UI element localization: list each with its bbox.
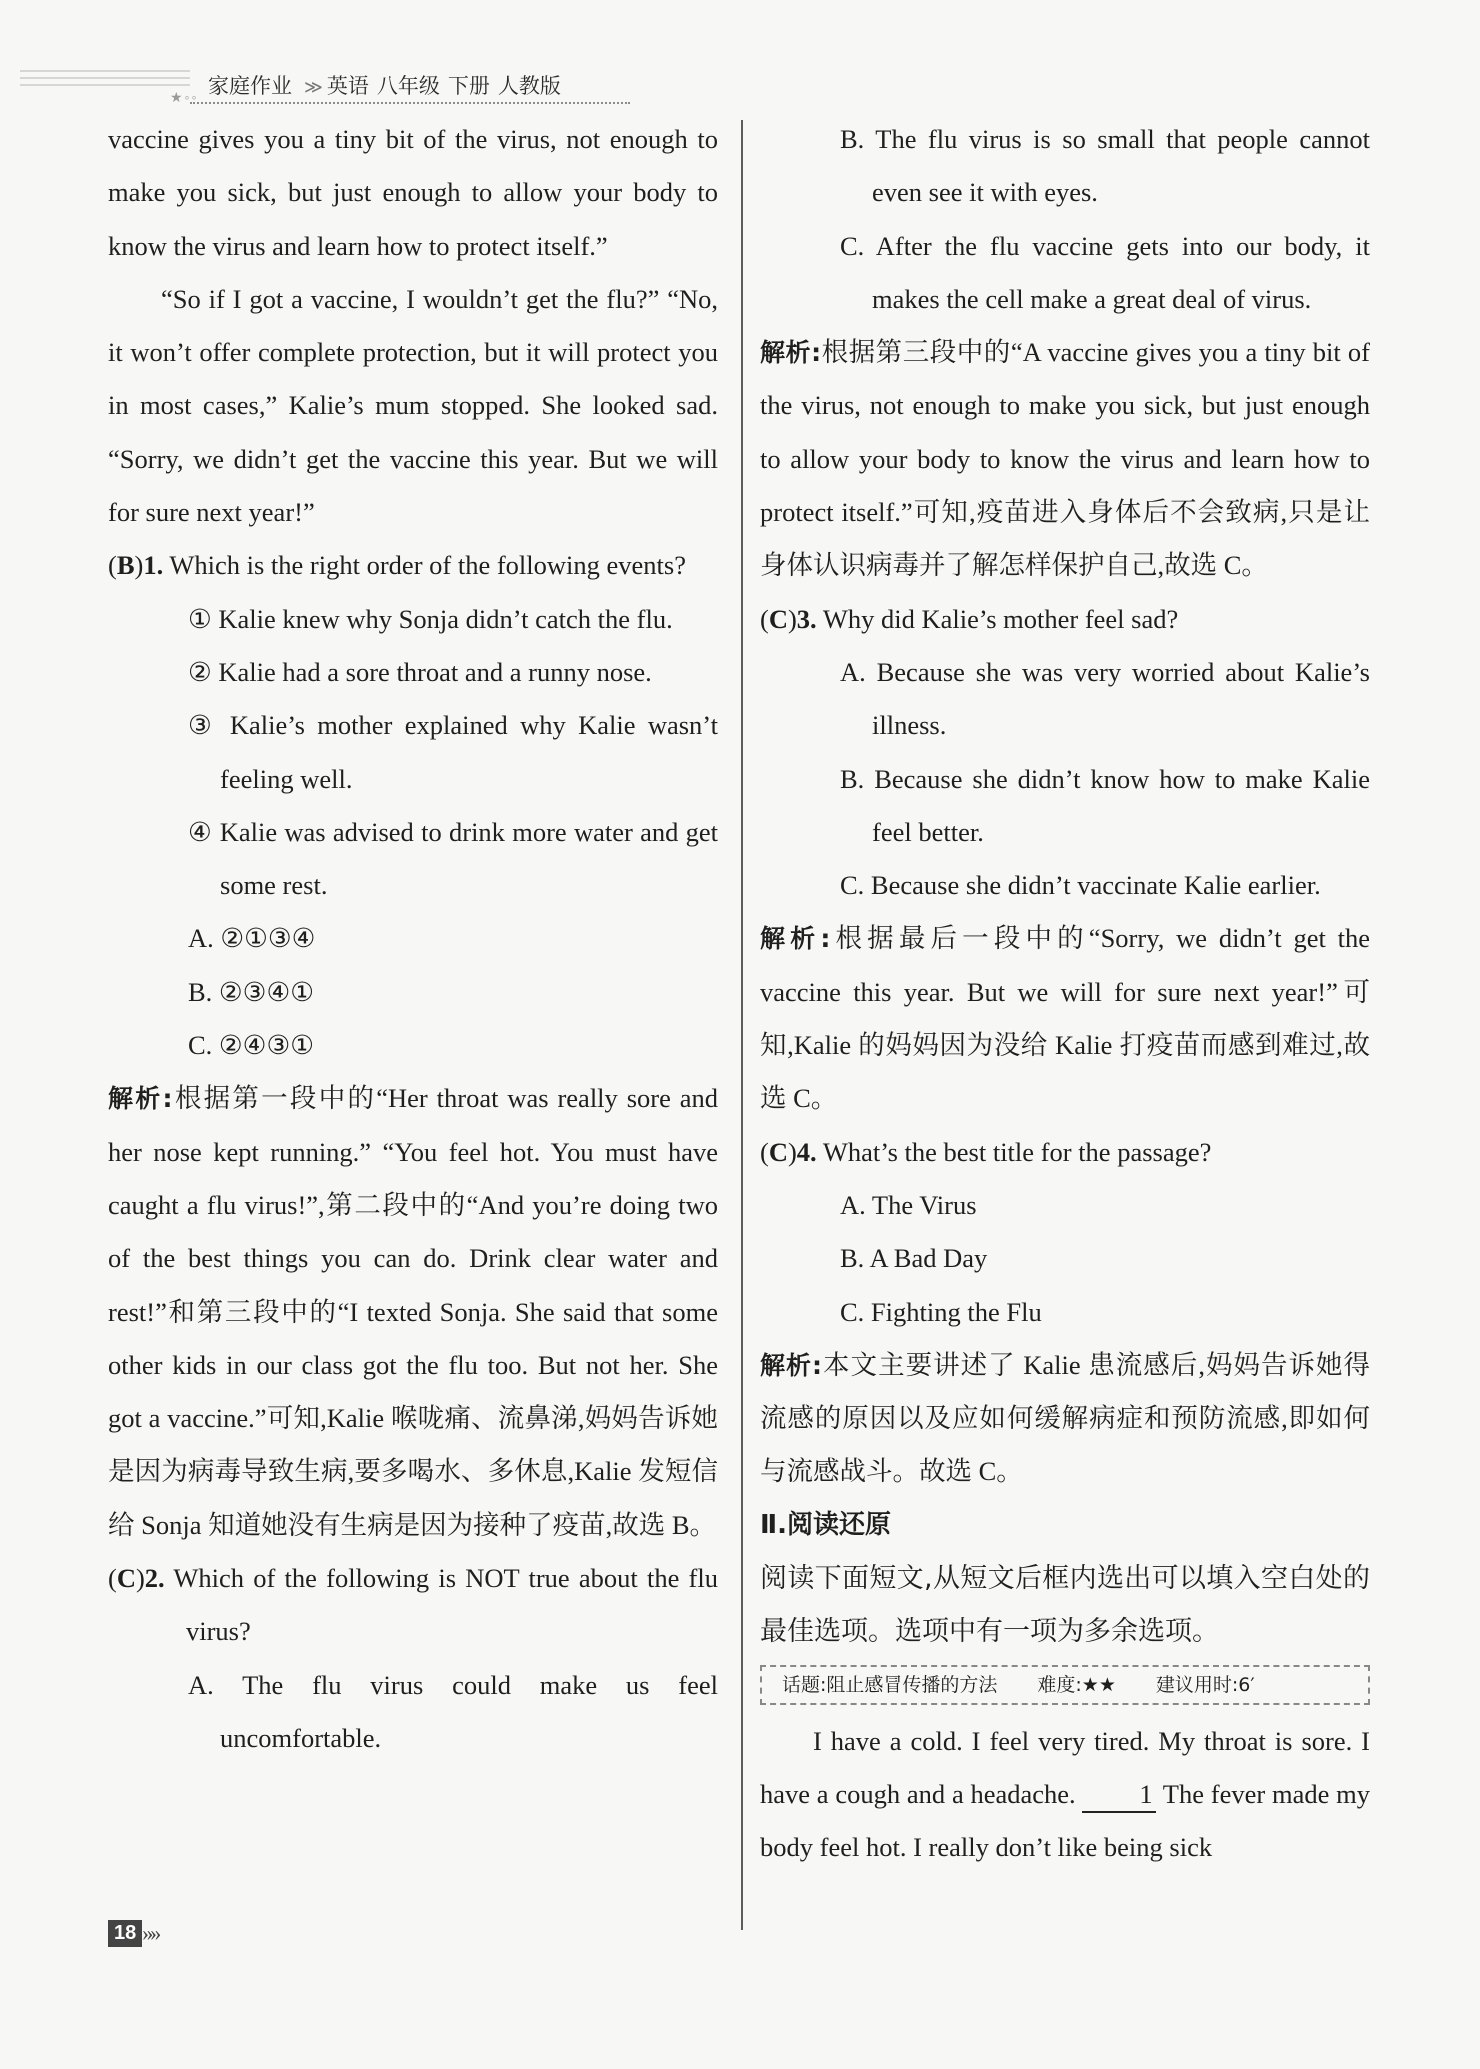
option-c: C. Fighting the Flu bbox=[840, 1296, 1042, 1327]
header-decoration bbox=[20, 70, 190, 91]
option-c: C. After the flu vaccine gets into our body, it makes the cell make a great deal of virus. bbox=[840, 230, 1370, 314]
header-subject: 英语 bbox=[326, 75, 369, 98]
header-volume: 下册 bbox=[447, 75, 490, 98]
answer-1: B bbox=[116, 550, 135, 581]
answer-3: C bbox=[768, 603, 788, 634]
double-chevron-icon: »» bbox=[142, 1920, 159, 1946]
left-column bbox=[108, 113, 718, 1765]
header-title bbox=[208, 70, 569, 100]
header-underline bbox=[190, 102, 630, 104]
question-text: What’s the best title for the passage? bbox=[822, 1136, 1212, 1167]
option-c: C. ②④③① bbox=[188, 1030, 314, 1061]
page-number: 18 bbox=[108, 1920, 142, 1947]
option-a: A. Because she was very worried about Kalie’s illness. bbox=[840, 656, 1370, 741]
question-number: 4. bbox=[796, 1136, 817, 1167]
passage-text: I have a cold. I feel very tired. My throat is sore. I have a cough and a headache. bbox=[760, 1725, 1370, 1809]
passage-paragraph: “So if I got a vaccine, I wouldn’t get the flu?” “No, it won’t offer complete protection, but it will protect you in most cases,” Kalie’s mum stopped. She looked sad. “Sorry, we didn’t get the vaccine this year. But we will for sure next year!” bbox=[108, 283, 718, 528]
question-text: Why did Kalie’s mother feel sad? bbox=[822, 603, 1179, 634]
option-b: B. Because she didn’t know how to make Kalie feel better. bbox=[840, 763, 1370, 847]
analysis-label: 解析: bbox=[760, 338, 822, 368]
question-1: (B)1. Which is the right order of the following events? bbox=[108, 550, 686, 581]
header-series: 家庭作业 bbox=[208, 75, 292, 98]
analysis-text: 根据第一段中的“Her throat was really sore and her nose kept running.” “You feel hot. You must have caught a flu virus!”,第二段中的“And you’re doing two of the best things you can do. Drink clear water and rest!”和第三段中的“I texted Sonja. She said that some other kids in our class got the flu too. But not her. She got a vaccine.”可知,Kalie 喉咙痛、流鼻涕,妈妈告诉她是因为病毒导致生病,要多喝水、多休息,Kalie 发短信给 Sonja 知道她没有生病是因为接种了疫苗,故选 B。 bbox=[108, 1083, 719, 1540]
section-instruction: 阅读下面短文,从短文后框内选出可以填入空白处的最佳选项。选项中有一项为多余选项。 bbox=[760, 1563, 1370, 1648]
section-title: Ⅱ.阅读还原 bbox=[760, 1509, 892, 1540]
option-a: A. ②①③④ bbox=[188, 923, 316, 954]
question-number: 3. bbox=[796, 603, 817, 634]
analysis-3 bbox=[760, 912, 1370, 1125]
question-text: Which of the following is NOT true about the flu virus? bbox=[173, 1563, 718, 1647]
question-3: (C)3. Why did Kalie’s mother feel sad? bbox=[760, 603, 1179, 634]
page-footer bbox=[108, 1920, 158, 1947]
option-b: B. A Bad Day bbox=[840, 1243, 988, 1274]
question-4: (C)4. What’s the best title for the passage? bbox=[760, 1136, 1212, 1167]
question-number: 1. bbox=[143, 550, 164, 581]
analysis-label: 解析: bbox=[108, 1084, 173, 1114]
answer-4: C bbox=[768, 1136, 788, 1167]
header-edition: 人教版 bbox=[497, 75, 561, 98]
info-box bbox=[760, 1665, 1370, 1705]
event-item: ① Kalie knew why Sonja didn’t catch the flu. bbox=[188, 603, 673, 634]
header-grade: 八年级 bbox=[376, 75, 440, 98]
analysis-1 bbox=[108, 1072, 718, 1552]
header-dots: ★◦◦ bbox=[170, 91, 199, 106]
option-a: A. The flu virus could make us feel uncomfortable. bbox=[188, 1669, 718, 1753]
event-item: ④ Kalie was advised to drink more water and get some rest. bbox=[188, 816, 718, 901]
reading-passage bbox=[760, 1715, 1370, 1875]
column-divider bbox=[741, 120, 743, 1930]
event-item: ② Kalie had a sore throat and a runny nose. bbox=[188, 656, 652, 687]
option-a: A. The Virus bbox=[840, 1189, 977, 1220]
event-item: ③ Kalie’s mother explained why Kalie wasn’t feeling well. bbox=[188, 710, 718, 794]
analysis-text: 根据第三段中的“A vaccine gives you a tiny bit of the virus, not enough to make you sick, but just enough to allow your body to know the virus and learn how to protect itself.”可知,疫苗进入身体后不会致病,只是让身体认识病毒并了解怎样保护自己,故选 C。 bbox=[760, 337, 1370, 581]
question-number: 2. bbox=[144, 1563, 165, 1594]
passage-text: The fever made my body feel hot. I really don’t like being sick bbox=[760, 1778, 1371, 1863]
question-text: Which is the right order of the following events? bbox=[169, 550, 686, 581]
analysis-4 bbox=[760, 1339, 1370, 1499]
analysis-label: 解析: bbox=[760, 1350, 823, 1380]
analysis-text: 本文主要讲述了 Kalie 患流感后,妈妈告诉她得流感的原因以及应如何缓解病症和预防流感,即如何与流感战斗。故选 C。 bbox=[760, 1349, 1371, 1487]
passage-paragraph: vaccine gives you a tiny bit of the virus, not enough to make you sick, but just enough to allow your body to know the virus and learn how to protect itself.” bbox=[108, 124, 718, 261]
blank-1[interactable]: 1 bbox=[1082, 1777, 1156, 1813]
analysis-text: 根据最后一段中的“Sorry, we didn’t get the vaccine this year. But we will for sure next year!”可知,Kalie 的妈妈因为没给 Kalie 打疫苗而感到难过,故选 C。 bbox=[760, 923, 1370, 1114]
page-header bbox=[20, 62, 620, 106]
answer-2: C bbox=[116, 1563, 136, 1594]
analysis-2 bbox=[760, 326, 1370, 592]
time-label: 建议用时:6′ bbox=[1155, 1673, 1255, 1696]
option-c: C. Because she didn’t vaccinate Kalie earlier. bbox=[840, 870, 1321, 901]
option-b: B. ②③④① bbox=[188, 976, 314, 1007]
difficulty-label: 难度:★★ bbox=[1037, 1673, 1116, 1696]
analysis-label: 解析: bbox=[760, 924, 831, 954]
chevron-right-icon: ≫ bbox=[304, 77, 323, 97]
option-b: B. The flu virus is so small that people cannot even see it with eyes. bbox=[840, 124, 1370, 208]
right-column bbox=[760, 113, 1370, 1875]
question-2: (C)2. Which of the following is NOT true about the flu virus? bbox=[108, 1563, 718, 1647]
topic-label: 话题:阻止感冒传播的方法 bbox=[782, 1673, 998, 1696]
